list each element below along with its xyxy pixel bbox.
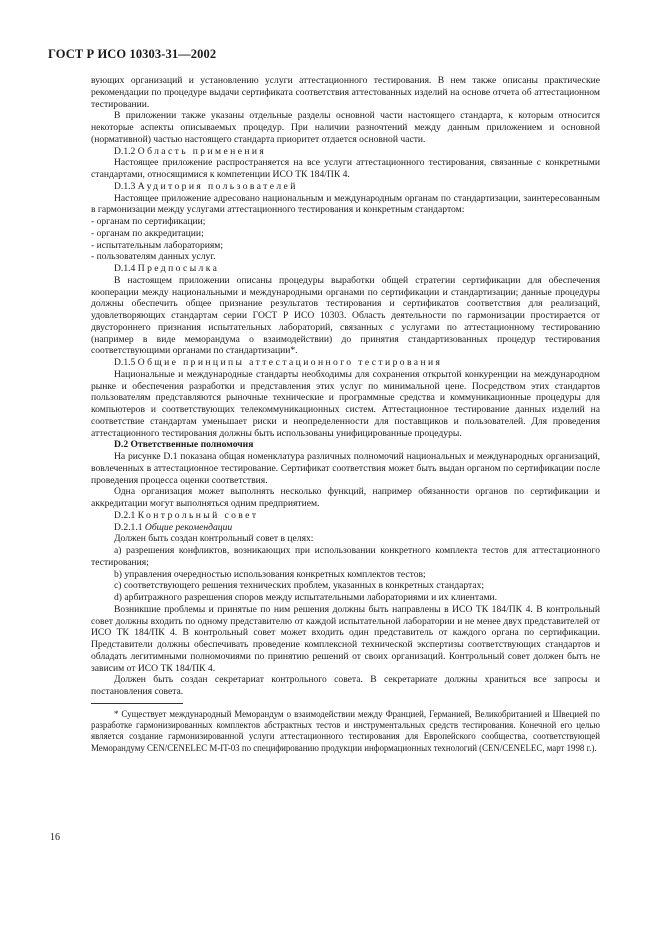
footnote-divider (91, 703, 183, 704)
section-title: Предпосылка (137, 263, 220, 274)
section-number: D.1.2 (114, 145, 136, 157)
paragraph-scope: Настоящее приложение распространяется на все услуги аттестационного тестирования, связанные с конкретными стандартами, относящимися к компетенции ИСО ТК 184/ПК 4. (91, 157, 600, 180)
paragraph-intro-continued: вующих организаций и установлению услуги аттестационного тестирования. В нем также описаны практические рекомендации по процедуре выдачи сертификата соответствия аттестованных изделий на основе отчета об аттестационном тестировании. (91, 75, 600, 110)
section-number: D.1.5 (114, 357, 136, 368)
section-title: Область применения (137, 145, 267, 157)
section-number: D.1.4 (114, 263, 136, 274)
paragraph-audience: Настоящее приложение адресовано национальным и международным органам по стандартизации, заинтересованным в гармонизации между услугами аттестационного тестирования и конкретным стандартом: (91, 192, 600, 216)
paragraph-secretariat: Должен быть создан секретариат контрольного совета. В секретариате должны храниться все запросы и постановления совета. (91, 674, 600, 697)
paragraph-authorities: На рисунке D.1 показана общая номенклатура различных полномочий национальных и международных организаций, вовлеченных в аттестационное тестирование. Сертификат соответствия может быть выдан органом по сертификации после проведения процесса оценки соответствия. (91, 451, 600, 486)
section-heading-d2: D.2 Ответственные полномочия (114, 439, 254, 451)
list-item: d) арбитражного разрешения споров между испытательными лабораториями и их клиентами. (114, 592, 498, 603)
paragraph-principles: Национальные и международные стандарты необходимы для сохранения открытой конкуренции на международном рынке и обеспечения разработки и представления этих услуг по минимальной цене. Посредством этих стандартов пользователям представляются рыночные технические и программные средства и коммуникационные процедуры для компьютеров и соответствующих телекоммуникационных систем. Аттестационное тестирование данных изделий на соответствие стандартам уменьшает риски и неопределенности для поставщиков и пользователей. Для проведения аттестационного тестирования должны быть использованы унифицированные процедуры. (91, 368, 600, 439)
paragraph-council-purpose: Должен быть создан контрольный совет в целях: (114, 533, 314, 545)
list-item: - органам по аккредитации; (91, 227, 204, 239)
section-number: D.2.1.1 (114, 521, 143, 533)
section-heading-d12 (91, 146, 600, 158)
list-item: a) разрешения конфликтов, возникающих при использовании конкретного комплекта тестов для аттестационного тестирования; (91, 545, 600, 568)
document-header: ГОСТ Р ИСО 10303-31—2002 (48, 47, 217, 61)
paragraph-one-organization: Одна организация может выполнять несколько функций, например обязанности органов по сертификации и аккредитации могут выполняться одним предприятием. (91, 486, 600, 509)
section-title: Аудитория пользователей (137, 180, 298, 192)
section-heading-d21 (91, 510, 600, 522)
document-body (91, 75, 600, 754)
section-heading-d13 (91, 181, 600, 193)
section-title: Контрольный совет (137, 509, 259, 521)
section-number: D.2.1 (114, 509, 136, 521)
section-title: Общие рекомендации (144, 521, 233, 533)
section-heading-d15 (91, 357, 600, 369)
section-heading-d14 (91, 263, 600, 275)
footnote: * Существует международный Меморандум о взаимодействии между Францией, Германией, Великобританией и Швецией по разработке гармонизированных комплектов абстрактных тестов и инструментальных средств тестирования. Конечной его целью является создание гармонизированной услуги аттестационного тестирования для Европейского сообщества, соответствующей Меморандуму CEN/CENELEC M-IT-03 по специфированию продукции информационных технологий (CEN/CENELEC, март 1998 г.). (91, 708, 600, 753)
list-item: b) управления очередностью использования конкретных комплектов тестов; (114, 568, 426, 580)
paragraph-appendix-sections: В приложении также указаны отдельные разделы основной части настоящего стандарта, к которым относится некоторые аспекты описываемых процедур. При наличии разночтений между данным приложением и основной (нормативной) частью настоящего стандарта приоритет отдается основной части. (91, 110, 600, 145)
section-title: Общие принципы аттестационного тестирования (137, 357, 443, 368)
paragraph-council-composition: Возникшие проблемы и принятые по ним решения должны быть направлены в ИСО ТК 184/ПК 4. В контрольный совет должны входить по одному представителю от каждой испытательной лаборатории и не менее двух представителей от ИСО ТК 184/ПК 4. В контрольный совет может входить один представитель от каждого органа по сертификации. Представители должны обеспечивать проведение комплексной технической экспертизы соответствующих стандартов и обладать легитимными полномочиями по принятию решений от своих организаций. Контрольный совет должен быть не зависим от ИСО ТК 184/ПК 4. (91, 603, 600, 674)
list-item: - органам по сертификации; (91, 216, 206, 227)
page-number: 16 (50, 832, 60, 843)
paragraph-background: В настоящем приложении описаны процедуры выработки общей стратегии сертификации для обеспечения кооперации между национальными и международными органами по сертификации и стандартизации; данные процедуры должны обеспечить общее признание результатов тестирования и сертификатов соответствия для реализаций, удовлетворяющих стандартам серии ГОСТ Р ИСО 10303. Область деятельности по гармонизации простирается от двустороннего признания испытательных лабораторий, связанных с услугами по аттестационному тестированию (например в виде меморандума о взаимодействии) до принятия стандартизованных процедур тестирования соответствующими органами по стандартизации*. (91, 274, 600, 357)
section-heading-d211 (91, 522, 600, 534)
list-item: - испытательным лабораториям; (91, 239, 224, 251)
section-number: D.1.3 (114, 180, 136, 192)
list-item: - пользователям данных услуг. (91, 251, 216, 263)
list-item: c) соответствующего решения технических проблем, указанных в конкретных стандартах; (114, 580, 485, 592)
